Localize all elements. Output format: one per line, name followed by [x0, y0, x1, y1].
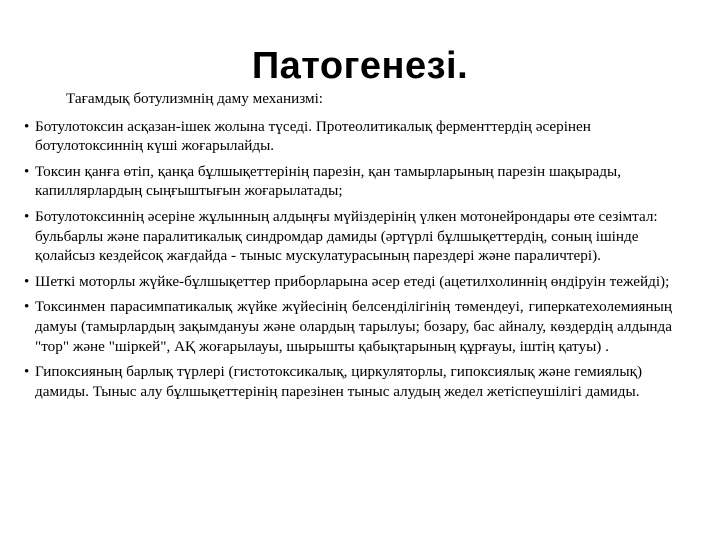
bullet-marker: •	[24, 363, 30, 381]
bullet-marker: •	[24, 117, 30, 135]
bullet-text: Токсинмен парасимпатикалық жүйке жүйесінің белсенділігінің төмендеуі, гиперкатехолемияның дамуы (тамырлардың зақымдануы және олардың тарылуы; бозару, бас айналу, көздердің алдында "тор" және "шіркей", АҚ жоғарылауы, шырышты қабықтарының құрғауы, іштің қатуы) .	[35, 298, 672, 355]
bullet-marker: •	[24, 298, 30, 316]
bullet-marker: •	[24, 162, 30, 180]
bullet-text: Гипоксияның барлық түрлері (гистотоксикалық, циркуляторлы, гипоксиялық және гемиялық) дамиды. Тыныс алу бұлшықеттерінің парезінен тыныс алудың жедел жетіспеушілігі дамиды.	[35, 363, 643, 400]
bullet-text: Шеткі моторлы жүйке-бұлшықеттер приборларына әсер етеді (ацетилхолиннің өндіруін тежейді);	[35, 272, 670, 290]
intro-text: Тағамдық ботулизмнің даму механизмі:	[66, 90, 324, 107]
bullet-item-1	[24, 117, 672, 156]
bullet-marker: •	[24, 207, 30, 225]
bullet-item-5	[24, 297, 672, 356]
bullet-item-6	[24, 362, 672, 401]
slide-title: Патогенезі.	[251, 45, 469, 87]
bullet-item-4	[24, 272, 672, 292]
bullet-marker: •	[24, 272, 30, 290]
bullet-text: Ботулотоксин асқазан-ішек жолына түседі. Протеолитикалық ферменттердің әсерінен ботулотоксиннің күші жоғарылайды.	[35, 117, 591, 155]
bullet-item-3	[24, 207, 672, 266]
bullet-text: Токсин қанға өтіп, қанқа бұлшықеттерінің парезін, қан тамырларының парезін шақырады, капиллярлардың сыңғыштығын жоғарылатады;	[35, 162, 622, 200]
bullet-item-2	[24, 162, 672, 201]
bullet-text: Ботулотоксиннің әсеріне жұлынның алдыңғы мүйіздерінің үлкен мотонейрондары өте сезімтал: бульбарлы және паралитикалық синдромдар дамиды (әртүрлі бұлшықеттердің, соның ішінде қолайсыз кездейсоқ жағдайда - тыныс мускулатурасының парездері және параличтері).	[35, 207, 658, 265]
bullet-list	[24, 117, 672, 402]
slide-body	[24, 89, 672, 407]
